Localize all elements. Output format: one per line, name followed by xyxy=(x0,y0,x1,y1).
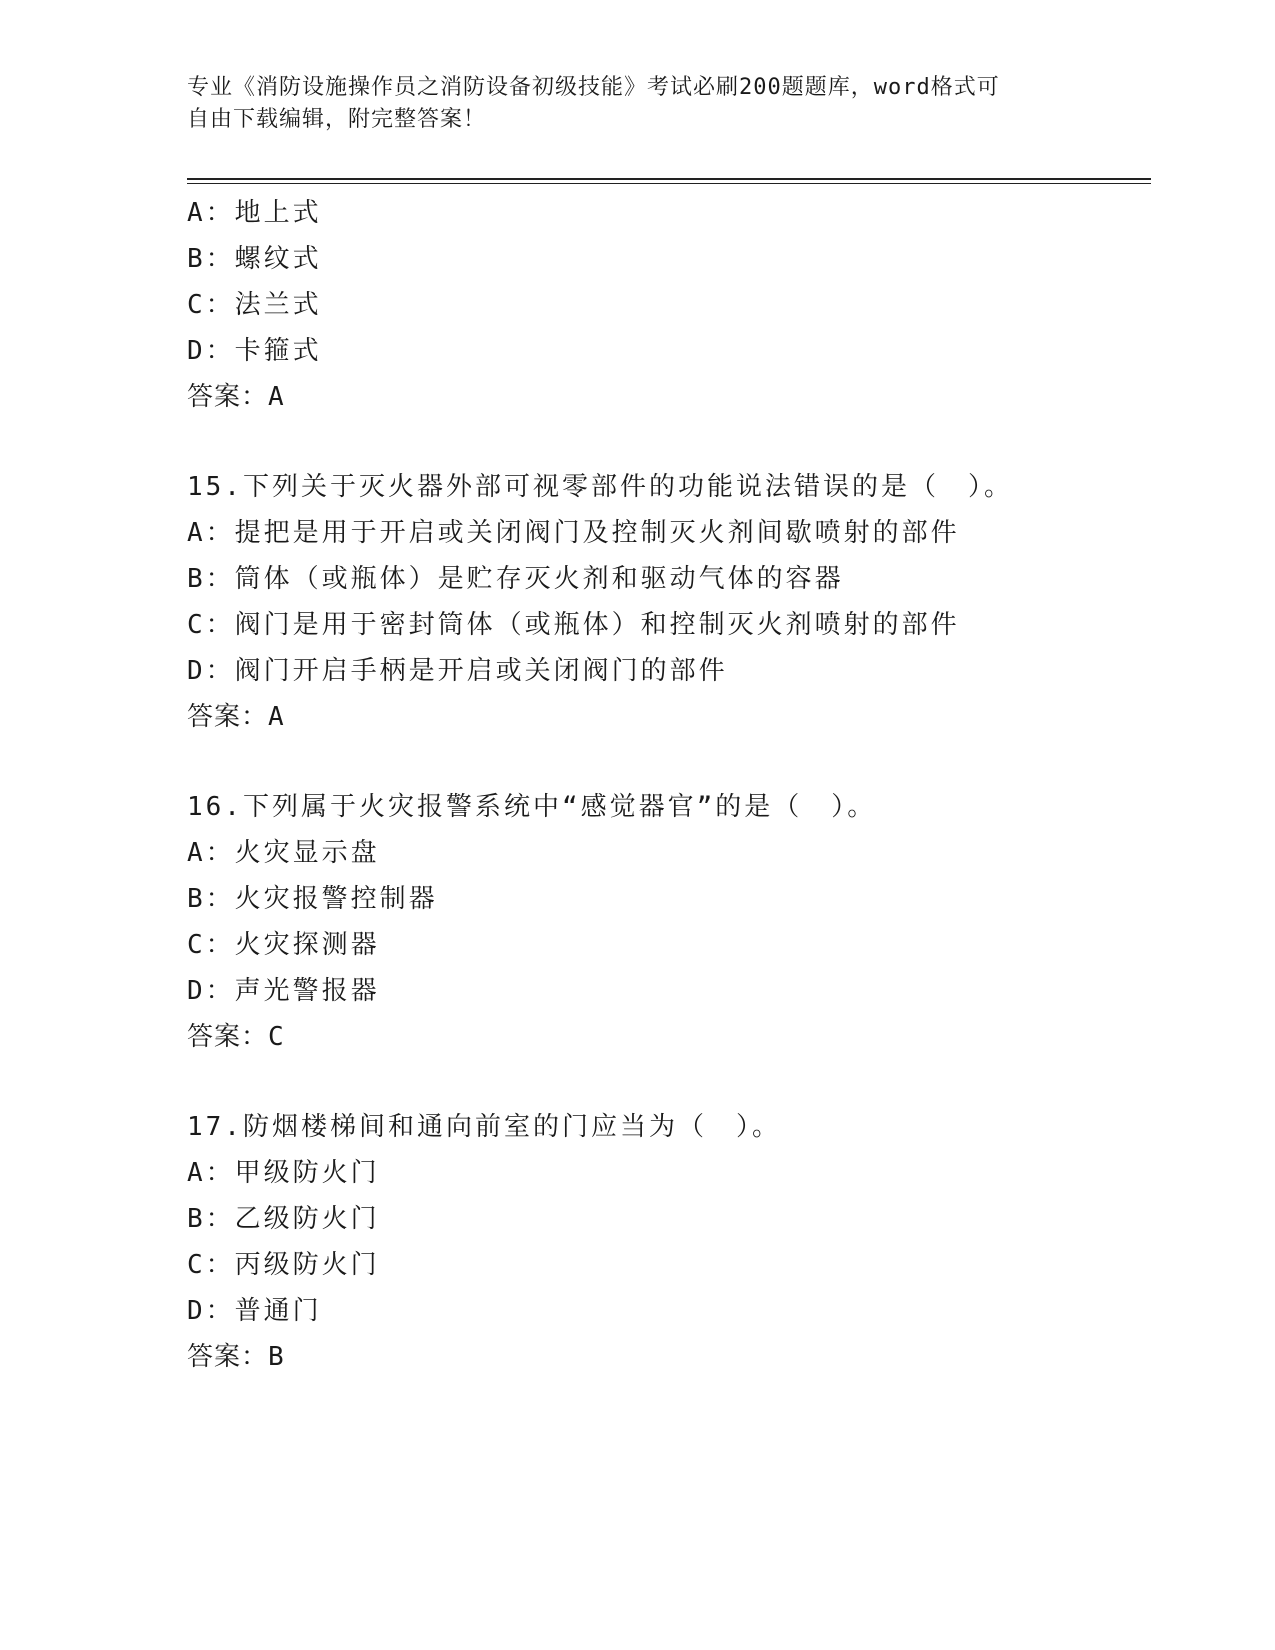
question-block xyxy=(187,784,1147,1060)
question-block xyxy=(187,464,1147,740)
option-b: B：筒体（或瓶体）是贮存灭火剂和驱动气体的容器 xyxy=(187,564,844,594)
option-b: B：乙级防火门 xyxy=(187,1204,380,1234)
option-a: A：地上式 xyxy=(187,198,322,228)
question-stem: 15.下列关于灭火器外部可视零部件的功能说法错误的是（ ）。 xyxy=(187,472,1013,502)
document-header xyxy=(187,72,1087,136)
header-line-1: 专业《消防设施操作员之消防设备初级技能》考试必刷200题题库，word格式可 xyxy=(187,75,1000,100)
option-c: C：丙级防火门 xyxy=(187,1250,380,1280)
option-d: D：声光警报器 xyxy=(187,976,380,1006)
option-a: A：提把是用于开启或关闭阀门及控制灭火剂间歇喷射的部件 xyxy=(187,518,960,548)
option-d: D：阀门开启手柄是开启或关闭阀门的部件 xyxy=(187,656,728,686)
answer-line: 答案：A xyxy=(187,702,285,732)
option-a: A：火灾显示盘 xyxy=(187,838,380,868)
question-stem: 16.下列属于火灾报警系统中“感觉器官”的是（ ）。 xyxy=(187,792,877,822)
header-line-2: 自由下载编辑，附完整答案！ xyxy=(187,107,487,132)
answer-line: 答案：B xyxy=(187,1342,285,1372)
answer-line: 答案：A xyxy=(187,382,285,412)
header-divider xyxy=(187,178,1151,184)
answer-line: 答案：C xyxy=(187,1022,285,1052)
option-c: C：法兰式 xyxy=(187,290,322,320)
option-c: C：火灾探测器 xyxy=(187,930,380,960)
question-stem: 17.防烟楼梯间和通向前室的门应当为（ ）。 xyxy=(187,1112,781,1142)
option-b: B：螺纹式 xyxy=(187,244,322,274)
question-block xyxy=(187,1104,1147,1380)
option-c: C：阀门是用于密封筒体（或瓶体）和控制灭火剂喷射的部件 xyxy=(187,610,960,640)
option-d: D：卡箍式 xyxy=(187,336,322,366)
option-d: D：普通门 xyxy=(187,1296,322,1326)
question-list xyxy=(187,190,1147,1380)
option-a: A：甲级防火门 xyxy=(187,1158,380,1188)
option-b: B：火灾报警控制器 xyxy=(187,884,438,914)
question-block xyxy=(187,190,1147,420)
